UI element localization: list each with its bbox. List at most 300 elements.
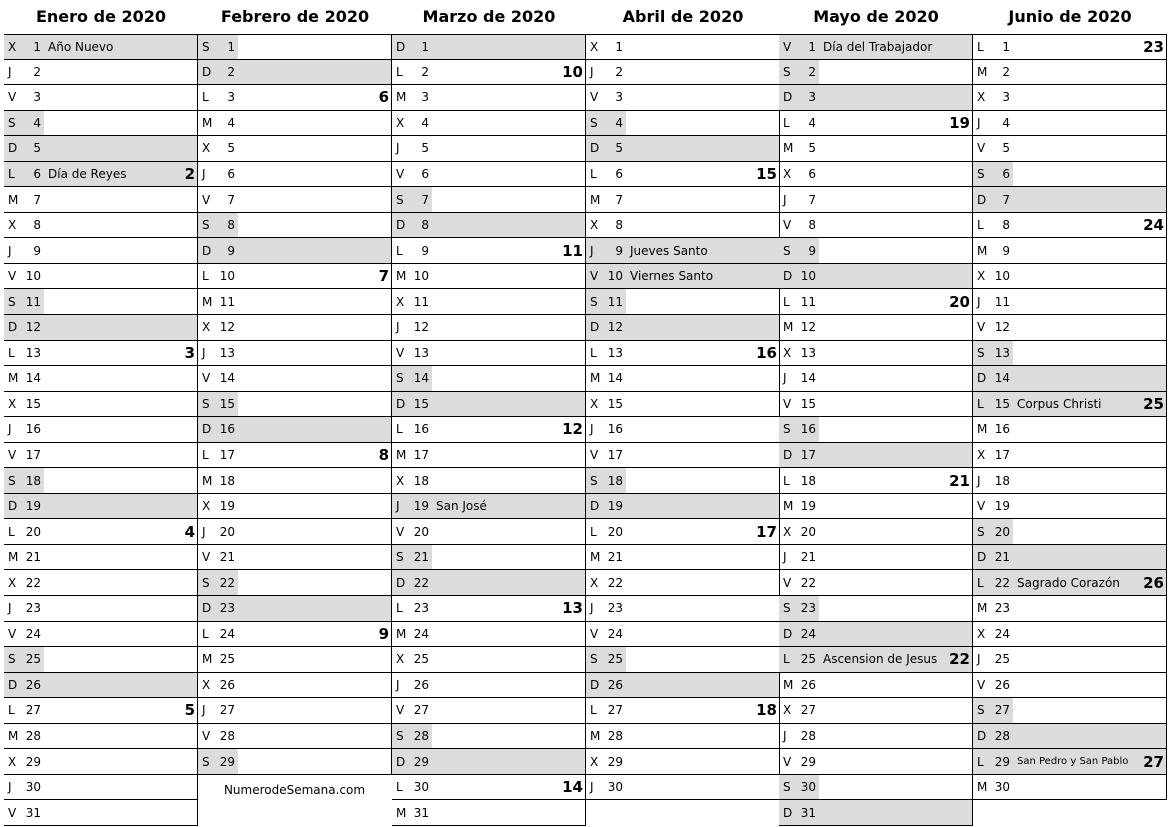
weekday-abbr: X (8, 39, 17, 54)
weekday-abbr: M (202, 473, 213, 488)
day-row (973, 468, 1166, 494)
day-number: 8 (421, 218, 429, 233)
day-row (779, 366, 972, 392)
month-title: Enero de 2020 (35, 7, 167, 26)
day-number: 5 (227, 141, 235, 156)
day-number: 8 (615, 218, 623, 233)
day-list (779, 34, 973, 826)
day-number: 21 (413, 550, 429, 565)
weekday-abbr: L (8, 703, 15, 718)
weekday-abbr: S (590, 115, 598, 130)
day-row (973, 545, 1166, 571)
weekday-abbr: L (8, 167, 15, 181)
day-row (392, 494, 585, 520)
weekday-abbr: M (590, 550, 601, 565)
holiday-label: San José (436, 499, 487, 514)
day-number: 14 (800, 371, 816, 386)
weekday-abbr: M (783, 499, 794, 514)
weekday-abbr: L (590, 524, 597, 539)
weekday-abbr: X (396, 652, 405, 667)
weekday-abbr: D (783, 269, 793, 284)
week-number: 27 (1143, 752, 1164, 771)
week-number: 5 (184, 701, 195, 720)
day-number: 16 (607, 422, 623, 437)
day-number: 26 (25, 677, 41, 692)
week-number: 25 (1143, 394, 1164, 413)
day-number: 30 (413, 780, 429, 795)
day-row (779, 724, 972, 750)
day-number: 23 (994, 601, 1010, 616)
day-number: 26 (994, 677, 1010, 692)
holiday-label: Día de Reyes (48, 167, 127, 181)
weekday-abbr: V (8, 90, 17, 105)
day-number: 17 (607, 448, 623, 463)
day-row (4, 724, 197, 750)
day-row (198, 417, 391, 443)
day-number: 22 (413, 575, 429, 590)
weekday-abbr: D (8, 677, 18, 692)
weekday-abbr: J (590, 64, 594, 79)
day-row (779, 264, 972, 290)
day-row (586, 749, 779, 775)
weekday-abbr: D (202, 601, 212, 616)
day-number: 7 (33, 192, 41, 207)
day-row (779, 800, 972, 826)
day-row (4, 443, 197, 469)
weekday-abbr: S (202, 575, 210, 590)
day-row (198, 264, 391, 290)
weekday-abbr: X (202, 320, 211, 335)
week-number: 16 (756, 343, 777, 362)
day-number: 24 (219, 626, 235, 641)
day-number: 13 (994, 345, 1010, 360)
day-number: 23 (219, 601, 235, 616)
weekday-abbr: D (202, 422, 212, 437)
weekday-abbr: X (977, 626, 986, 641)
weekday-abbr: L (396, 64, 403, 79)
weekday-abbr: L (977, 39, 984, 54)
day-number: 15 (607, 396, 623, 411)
month-title: Junio de 2020 (1008, 7, 1132, 26)
day-number: 6 (615, 167, 623, 181)
day-row (973, 341, 1166, 367)
weekday-abbr: D (783, 90, 793, 105)
day-row (779, 289, 972, 315)
day-number: 1 (33, 39, 41, 54)
day-number: 28 (25, 729, 41, 744)
day-row (973, 136, 1166, 162)
day-row (4, 60, 197, 86)
day-number: 23 (413, 601, 429, 616)
weekday-abbr: L (783, 473, 790, 488)
day-row (198, 341, 391, 367)
day-number: 2 (808, 64, 816, 79)
day-row (392, 443, 585, 469)
weekday-abbr: L (8, 524, 15, 539)
weekday-abbr: S (396, 192, 404, 207)
day-row (973, 315, 1166, 341)
weekday-abbr: V (590, 269, 599, 284)
day-row (4, 570, 197, 596)
weekday-abbr: L (783, 115, 790, 130)
month-title: Abril de 2020 (622, 7, 744, 26)
day-row (973, 724, 1166, 750)
holiday-label: Año Nuevo (48, 39, 114, 54)
weekday-abbr: V (8, 448, 17, 463)
week-number: 8 (378, 446, 389, 465)
day-number: 16 (219, 422, 235, 437)
month-column (779, 0, 973, 826)
day-number: 8 (227, 218, 235, 233)
day-number: 18 (413, 473, 429, 488)
weekday-abbr: S (8, 115, 16, 130)
day-number: 26 (413, 677, 429, 692)
day-row (198, 315, 391, 341)
weekday-abbr: M (202, 115, 213, 130)
weekday-abbr: J (8, 422, 12, 437)
day-row (198, 60, 391, 86)
day-number: 26 (219, 677, 235, 692)
day-row (586, 60, 779, 86)
day-number: 4 (615, 115, 623, 130)
day-row (4, 111, 197, 137)
day-number: 15 (800, 396, 816, 411)
day-row (4, 749, 197, 775)
month-title: Febrero de 2020 (220, 7, 370, 26)
day-number: 22 (219, 575, 235, 590)
day-row (779, 468, 972, 494)
day-row (198, 85, 391, 111)
day-number: 14 (219, 371, 235, 386)
day-number: 23 (607, 601, 623, 616)
day-row (779, 622, 972, 648)
day-row (198, 289, 391, 315)
day-number: 29 (607, 754, 623, 769)
day-row (779, 34, 972, 60)
weekday-abbr: S (396, 729, 404, 744)
day-number: 28 (607, 729, 623, 744)
day-row (779, 673, 972, 699)
week-number: 26 (1143, 573, 1164, 592)
holiday-label: Viernes Santo (630, 269, 714, 284)
day-number: 29 (413, 754, 429, 769)
day-number: 30 (994, 780, 1010, 795)
weekday-abbr: L (396, 780, 403, 795)
weekday-abbr: M (202, 652, 213, 667)
day-row (392, 341, 585, 367)
day-row (392, 622, 585, 648)
day-row (779, 60, 972, 86)
day-row (779, 111, 972, 137)
day-row (586, 468, 779, 494)
day-number: 25 (800, 652, 816, 667)
day-number: 17 (800, 448, 816, 463)
weekday-abbr: M (396, 805, 407, 820)
day-number: 17 (413, 448, 429, 463)
weekday-abbr: S (590, 294, 598, 309)
weekday-abbr: X (8, 218, 17, 233)
day-number: 14 (994, 371, 1010, 386)
weekday-abbr: V (977, 677, 986, 692)
day-row (779, 162, 972, 188)
day-number: 8 (808, 218, 816, 233)
weekday-abbr: J (590, 780, 594, 795)
weekday-abbr: J (783, 192, 787, 207)
day-number: 5 (808, 141, 816, 156)
day-row (4, 238, 197, 264)
day-number: 24 (25, 626, 41, 641)
day-number: 8 (33, 218, 41, 233)
day-row (4, 596, 197, 622)
day-number: 12 (607, 320, 623, 335)
day-row (779, 749, 972, 775)
day-row (586, 111, 779, 137)
day-number: 14 (607, 371, 623, 386)
holiday-label: Corpus Christi (1017, 396, 1102, 411)
week-number: 7 (378, 267, 389, 286)
day-row (586, 238, 779, 264)
day-row (392, 315, 585, 341)
day-row (198, 392, 391, 418)
day-number: 27 (607, 703, 623, 718)
day-row (4, 647, 197, 673)
weekday-abbr: J (396, 320, 400, 335)
day-row (4, 264, 197, 290)
day-number: 23 (800, 601, 816, 616)
day-row (392, 34, 585, 60)
day-row (198, 162, 391, 188)
day-row (973, 622, 1166, 648)
week-number: 11 (562, 241, 583, 260)
weekday-abbr: V (202, 192, 211, 207)
day-row (392, 724, 585, 750)
day-number: 6 (33, 167, 41, 181)
weekday-abbr: D (8, 141, 18, 156)
day-number: 19 (413, 499, 429, 514)
day-number: 29 (994, 754, 1010, 769)
day-row (392, 800, 585, 826)
weekday-abbr: M (396, 269, 407, 284)
weekday-abbr: V (977, 499, 986, 514)
day-list (586, 34, 780, 800)
day-number: 28 (413, 729, 429, 744)
weekday-abbr: J (977, 115, 981, 130)
day-number: 12 (413, 320, 429, 335)
weekday-abbr: L (977, 218, 984, 233)
weekday-abbr: X (396, 115, 405, 130)
day-row (4, 800, 197, 826)
day-number: 1 (421, 39, 429, 54)
weekday-abbr: J (977, 652, 981, 667)
weekday-abbr: J (202, 167, 206, 181)
day-list (392, 34, 586, 826)
day-number: 22 (607, 575, 623, 590)
day-number: 15 (25, 396, 41, 411)
day-number: 15 (994, 396, 1010, 411)
weekday-abbr: M (8, 192, 19, 207)
day-row (4, 187, 197, 213)
day-row (779, 545, 972, 571)
day-number: 6 (808, 167, 816, 181)
day-number: 30 (25, 780, 41, 795)
day-row (586, 341, 779, 367)
week-number: 18 (756, 701, 777, 720)
day-row (392, 162, 585, 188)
day-number: 25 (219, 652, 235, 667)
weekday-abbr: L (8, 345, 15, 360)
weekday-abbr: X (8, 396, 17, 411)
day-row (586, 443, 779, 469)
weekday-abbr: J (783, 550, 787, 565)
day-number: 24 (994, 626, 1010, 641)
week-number: 6 (378, 88, 389, 107)
day-row (779, 494, 972, 520)
month-column (586, 0, 780, 800)
day-row (973, 417, 1166, 443)
day-number: 10 (413, 269, 429, 284)
day-row (392, 775, 585, 801)
day-number: 1 (808, 39, 816, 54)
day-row (586, 622, 779, 648)
weekday-abbr: V (396, 703, 405, 718)
weekday-abbr: J (977, 473, 981, 488)
day-row (779, 570, 972, 596)
day-row (392, 519, 585, 545)
weekday-abbr: D (783, 448, 793, 463)
day-number: 8 (1002, 218, 1010, 233)
week-number: 9 (378, 624, 389, 643)
day-number: 2 (33, 64, 41, 79)
day-row (586, 366, 779, 392)
weekday-abbr: X (8, 575, 17, 590)
day-row (973, 749, 1166, 775)
month-title: Marzo de 2020 (422, 7, 556, 26)
weekday-abbr: L (977, 575, 984, 590)
day-number: 7 (421, 192, 429, 207)
day-number: 28 (800, 729, 816, 744)
day-row (973, 698, 1166, 724)
day-row (392, 111, 585, 137)
day-row (973, 443, 1166, 469)
day-row (4, 315, 197, 341)
day-row (198, 519, 391, 545)
day-row (779, 775, 972, 801)
weekday-abbr: S (783, 780, 791, 795)
day-row (392, 213, 585, 239)
day-row (973, 775, 1166, 801)
day-row (779, 698, 972, 724)
day-number: 7 (227, 192, 235, 207)
weekday-abbr: M (977, 601, 988, 616)
day-row (198, 673, 391, 699)
day-number: 15 (413, 396, 429, 411)
weekday-abbr: L (783, 652, 790, 667)
day-number: 14 (25, 371, 41, 386)
day-row (779, 647, 972, 673)
holiday-label: Jueves Santo (630, 243, 708, 258)
weekday-abbr: S (977, 167, 985, 181)
day-number: 12 (25, 320, 41, 335)
day-row (586, 264, 779, 290)
day-row (392, 366, 585, 392)
day-number: 18 (607, 473, 623, 488)
weekday-abbr: D (202, 64, 212, 79)
day-row (586, 698, 779, 724)
weekday-abbr: S (783, 422, 791, 437)
day-row (586, 392, 779, 418)
weekday-abbr: J (590, 422, 594, 437)
weekday-abbr: V (396, 167, 405, 181)
day-number: 27 (800, 703, 816, 718)
weekday-abbr: M (783, 677, 794, 692)
day-number: 19 (219, 499, 235, 514)
day-number: 5 (1002, 141, 1010, 156)
day-number: 15 (219, 396, 235, 411)
day-row (392, 596, 585, 622)
day-row (973, 34, 1166, 60)
day-row (198, 187, 391, 213)
day-row (586, 85, 779, 111)
day-number: 18 (800, 473, 816, 488)
day-number: 10 (25, 269, 41, 284)
day-row (392, 417, 585, 443)
weekday-abbr: X (202, 141, 211, 156)
day-number: 27 (994, 703, 1010, 718)
weekday-abbr: L (590, 703, 597, 718)
day-row (4, 136, 197, 162)
day-number: 14 (413, 371, 429, 386)
day-number: 21 (25, 550, 41, 565)
day-number: 11 (607, 294, 623, 309)
day-number: 10 (800, 269, 816, 284)
day-number: 5 (33, 141, 41, 156)
day-number: 17 (25, 448, 41, 463)
day-number: 13 (607, 345, 623, 360)
day-row (4, 468, 197, 494)
weekday-abbr: X (783, 345, 792, 360)
day-row (392, 85, 585, 111)
weekday-abbr: L (590, 167, 597, 181)
week-number: 23 (1143, 37, 1164, 56)
day-number: 7 (615, 192, 623, 207)
weekday-abbr: L (396, 243, 403, 258)
weekday-abbr: D (396, 575, 406, 590)
day-number: 21 (607, 550, 623, 565)
weekday-abbr: J (202, 345, 206, 360)
weekday-abbr: S (396, 371, 404, 386)
day-row (779, 136, 972, 162)
day-number: 9 (421, 243, 429, 258)
day-number: 19 (800, 499, 816, 514)
day-row (779, 85, 972, 111)
day-number: 25 (25, 652, 41, 667)
holiday-label: Ascension de Jesus (823, 652, 938, 667)
weekday-abbr: D (396, 396, 406, 411)
day-row (198, 596, 391, 622)
day-number: 21 (994, 550, 1010, 565)
weekday-abbr: J (783, 371, 787, 386)
day-row (586, 494, 779, 520)
weekday-abbr: X (590, 754, 599, 769)
weekday-abbr: D (396, 754, 406, 769)
day-number: 25 (413, 652, 429, 667)
day-row (779, 187, 972, 213)
weekday-abbr: D (590, 141, 600, 156)
day-row (4, 775, 197, 801)
day-row (392, 136, 585, 162)
day-number: 11 (25, 294, 41, 309)
weekday-abbr: M (202, 294, 213, 309)
